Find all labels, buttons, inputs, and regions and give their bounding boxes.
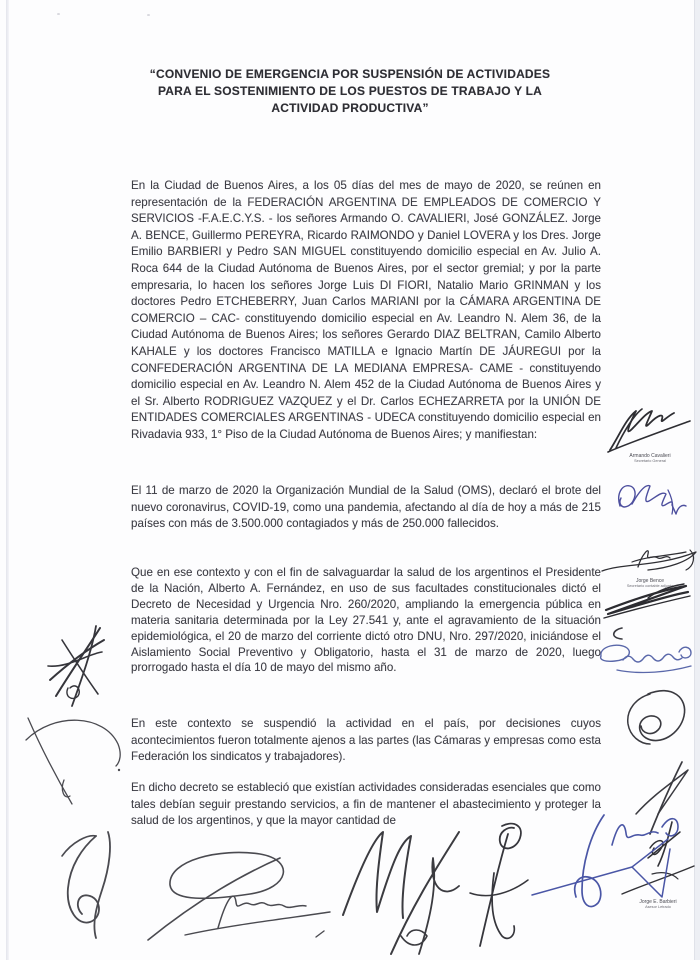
signatory-name: Armando Cavalieri [629, 453, 671, 459]
signature-bottom-loops [52, 826, 132, 944]
signature-bottom-ellipse-script [130, 840, 335, 955]
signatory-role: Secretario General [634, 459, 666, 464]
signature-violet-ink [610, 476, 696, 520]
scan-speck [57, 13, 60, 15]
paragraph-dnu-decrees: Que en ese contexto y con el fin de salvaguardar la salud de los argentinos el Presidente de la Nación, Alberto A. Fernández, en uso de sus facultades constitucionales dictó el Decreto de Necesidad y Urgencia Nro. 260/2020, ampliando la emergencia pública en materia sanitaria determinada por la Ley 27.541 y, ante el agravamiento de la situación epidemiológica, el 20 de marzo del corriente dictó otro DNU, Nro. 297/2020, iniciándose el Aislamiento Social Preventivo y Obligatorio, hasta el 31 de marzo de 2020, luego prorrogado hasta el día 10 de mayo del mismo año. [131, 566, 601, 675]
signature-left-curve [20, 710, 130, 810]
signatory-role: Secretario contable adjunto [626, 584, 674, 589]
signature-left-scribble [38, 618, 110, 713]
signatory-name: Jorge Bence [635, 578, 665, 584]
signature-bottom-blue [520, 805, 685, 940]
paragraph-oms-pandemic: El 11 de marzo de 2020 la Organización Mundial de la Salud (OMS), declaró el brote del nuevo coronavirus, COVID-19, como una pandemia, afectando al día de hoy a más de 215 países con más de 3.500.000 contagiados y más de 250.000 fallecidos. [131, 484, 601, 531]
signature-armando-cavalieri [606, 406, 694, 456]
signatory-name: Jorge E. Barbieri [639, 899, 677, 905]
scan-speck [147, 14, 150, 16]
page-left-edge [6, 0, 9, 960]
document-title: “CONVENIO DE EMERGENCIA POR SUSPENSIÓN DE ACTIVIDADES PARA EL SOSTENIMIENTO DE LOS PUESTOS DE TRABAJO Y LA ACTIVIDAD PRODUCTIVA” [149, 67, 551, 115]
signature-blue-chain [593, 638, 693, 678]
paragraph-parties: En la Ciudad de Buenos Aires, a los 05 días del mes de mayo de 2020, se reúnen en representación de la FEDERACIÓN ARGENTINA DE EMPLEADOS DE COMERCIO Y SERVICIOS -F.A.E.C.Y.S. - los señores Armando O. CAVALIERI, José GONZÁLEZ. Jorge A. BENCE, Guillermo PEREYRA, Ricardo RAIMONDO y Daniel LOVERA y los Dres. Jorge Emilio BARBIERI y Pedro SAN MIGUEL constituyendo domicilio especial en Av. Julio A. Roca 644 de la Ciudad Autónoma de Buenos Aires, por el sector gremial; y por la parte empresaria, lo hacen los señores Jorge Luis DI FIORI, Natalio Mario GRINMAN y los doctores Pedro ETCHEBERRY, Juan Carlos MARIANI por la CÁMARA ARGENTINA DE COMERCIO – CAC- constituyendo domicilio especial en Av. Leandro N. Alem 36, de la Ciudad Autónoma de Buenos Aires; los señores Gerardo DIAZ BELTRAN, Camilo Alberto KAHALE y los doctores Francisco MATILLA e Ignacio Martín DE JÁUREGUI por la CONFEDERACIÓN ARGENTINA DE LA MEDIANA EMPRESA- CAME - constituyendo domicilio especial en Av. Leandro N. Alem 452 de la Ciudad Autónoma de Buenos Aires y el Sr. Alberto RODRIGUEZ VAZQUEZ y el Dr. Carlos ECHEZARRETA por la UNIÓN DE ENTIDADES COMERCIALES ARGENTINAS - UDECA constituyendo domicilio especial en Rivadavia 933, 1° Piso de la Ciudad Autónoma de Buenos Aires; y manifiestan: [131, 179, 601, 441]
signatory-role: Asesor Letrado [645, 905, 671, 910]
paragraph-essential-activities: En dicho decreto se estableció que existían actividades consideradas esenciales que como tales debían seguir prestando servicios, a fin de mantener el abastecimiento y proteger la salud de los argentinos, y que la mayor cantidad de [131, 781, 601, 828]
signature-dense-scribble [596, 582, 696, 640]
signature-loop [608, 682, 692, 750]
signature-jorge-bence [598, 543, 700, 577]
signature-caption-cavalieri [604, 453, 696, 464]
paragraph-suspension: En este contexto se suspendió la actividad en el país, por decisiones cuyos acontecimientos fueron totalmente ajenos a las partes (las Cámaras y empresas como esta Federación los sindicatos y trabajadores). [131, 717, 601, 764]
